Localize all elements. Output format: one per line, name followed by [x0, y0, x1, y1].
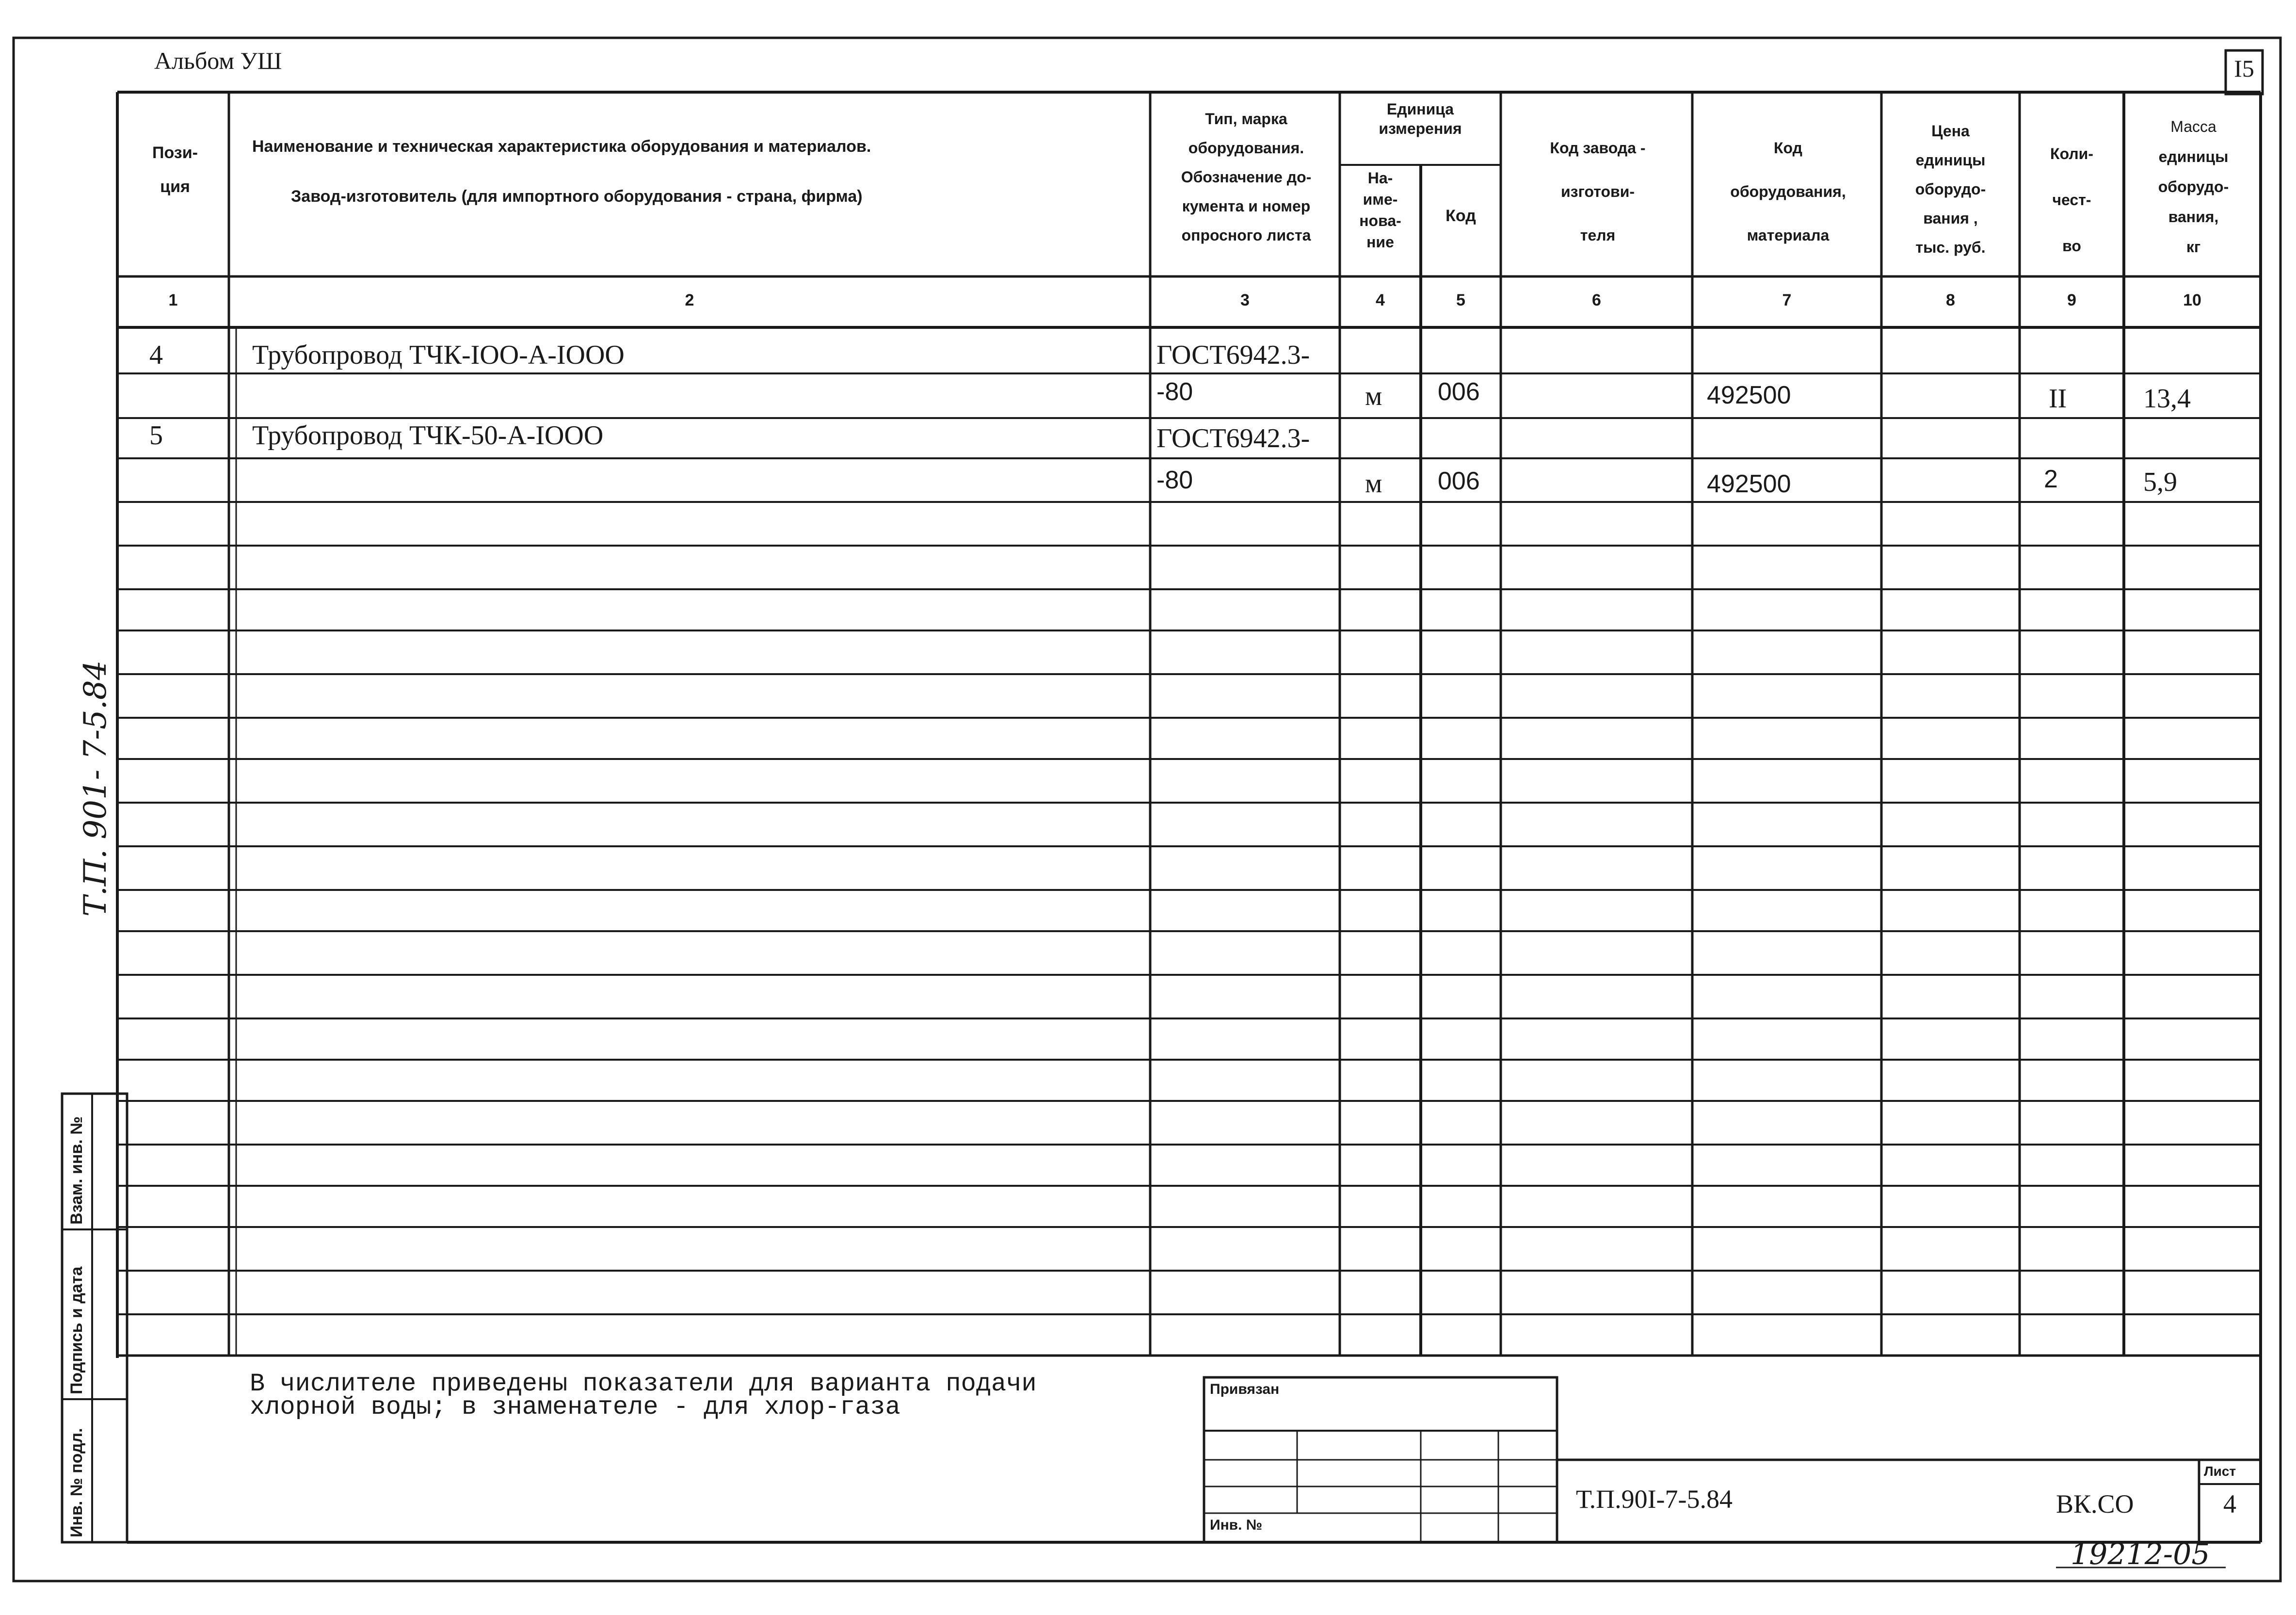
header-unit-code: Код [1445, 207, 1476, 225]
row-name: Трубопровод ТЧК-50-A-IOOO [252, 420, 604, 451]
sheet-label: Лист [2204, 1464, 2236, 1479]
header-manufacturer-code: Код завода - изготови- теля [1550, 139, 1646, 244]
row-material-code: 492500 [1707, 470, 1791, 498]
row-document-cont: -80 [1156, 378, 1193, 406]
row-unit: м [1365, 468, 1382, 499]
column-number: 9 [2067, 291, 2076, 309]
row-name: Трубопровод ТЧК-IOO-A-IOOO [252, 340, 625, 370]
designation: Т.П.90I-7-5.84 [1576, 1485, 1733, 1514]
inv-number-label: Инв. № [1210, 1517, 1263, 1533]
header-name-line1: Наименование и техническая характеристика оборудования и материалов. [252, 137, 871, 156]
archive-number: 19212-05 [2071, 1537, 2210, 1571]
header-name-line2: Завод-изготовитель (для импортного оборудования - страна, фирма) [291, 187, 863, 206]
row-mass: 5,9 [2143, 467, 2177, 497]
row-quantity: II [2049, 384, 2067, 414]
row-document: ГОСТ6942.3- [1156, 340, 1310, 370]
row-document-cont: -80 [1156, 466, 1193, 494]
header-unit-price: Цена единицы оборудо- вания , тыс. руб. [1915, 122, 1986, 256]
header-type-doc: Тип, марка оборудования. Обозначение до- кумента и номер опросного листа [1181, 110, 1312, 244]
column-number: 8 [1946, 291, 1955, 309]
column-number: 2 [685, 291, 694, 309]
note-line2: хлорной воды; в знаменателе - для хлор-газа [250, 1393, 900, 1421]
row-unit: м [1365, 381, 1382, 411]
page-number: I5 [2234, 55, 2254, 82]
row-quantity: 2 [2044, 465, 2058, 493]
album-label: Альбом УШ [154, 47, 282, 74]
row-unit-code: 006 [1438, 378, 1480, 406]
stamp-inv-original: Инв. № подл. [67, 1428, 86, 1537]
header-unit-group: Единица измерения [1379, 100, 1462, 137]
sheet-number: 4 [2223, 1489, 2236, 1518]
column-number: 6 [1592, 291, 1601, 309]
row-unit-code: 006 [1438, 467, 1480, 495]
row-material-code: 492500 [1707, 381, 1791, 409]
note-line1: В числителе приведены показатели для варианта подачи [250, 1370, 1037, 1398]
header-unit-mass: Масса единицы оборудо- вания, кг [2158, 118, 2229, 256]
column-number: 7 [1782, 291, 1792, 309]
header-material-code: Код оборудования, материала [1730, 139, 1846, 244]
row-position: 5 [149, 420, 163, 451]
stamp-replaced-inv: Взам. инв. № [67, 1116, 86, 1225]
column-number: 4 [1376, 291, 1385, 309]
row-position: 4 [149, 340, 163, 370]
header-quantity: Коли- чест- во [2050, 145, 2093, 255]
column-number: 10 [2183, 291, 2201, 309]
header-unit-name: На- име- нова- ние [1359, 169, 1401, 251]
stamp-signature-date: Подпись и дата [67, 1266, 86, 1394]
column-number: 3 [1240, 291, 1250, 309]
row-mass: 13,4 [2143, 384, 2191, 414]
column-number: 1 [168, 291, 178, 309]
row-document: ГОСТ6942.3- [1156, 423, 1310, 453]
bound-label: Привязан [1210, 1381, 1280, 1397]
side-code: Т.П. 901- 7-5.84 [78, 660, 113, 917]
header-position: Пози- ция [152, 144, 198, 196]
doc-code: ВК.СО [2056, 1489, 2134, 1518]
column-number: 5 [1456, 291, 1465, 309]
